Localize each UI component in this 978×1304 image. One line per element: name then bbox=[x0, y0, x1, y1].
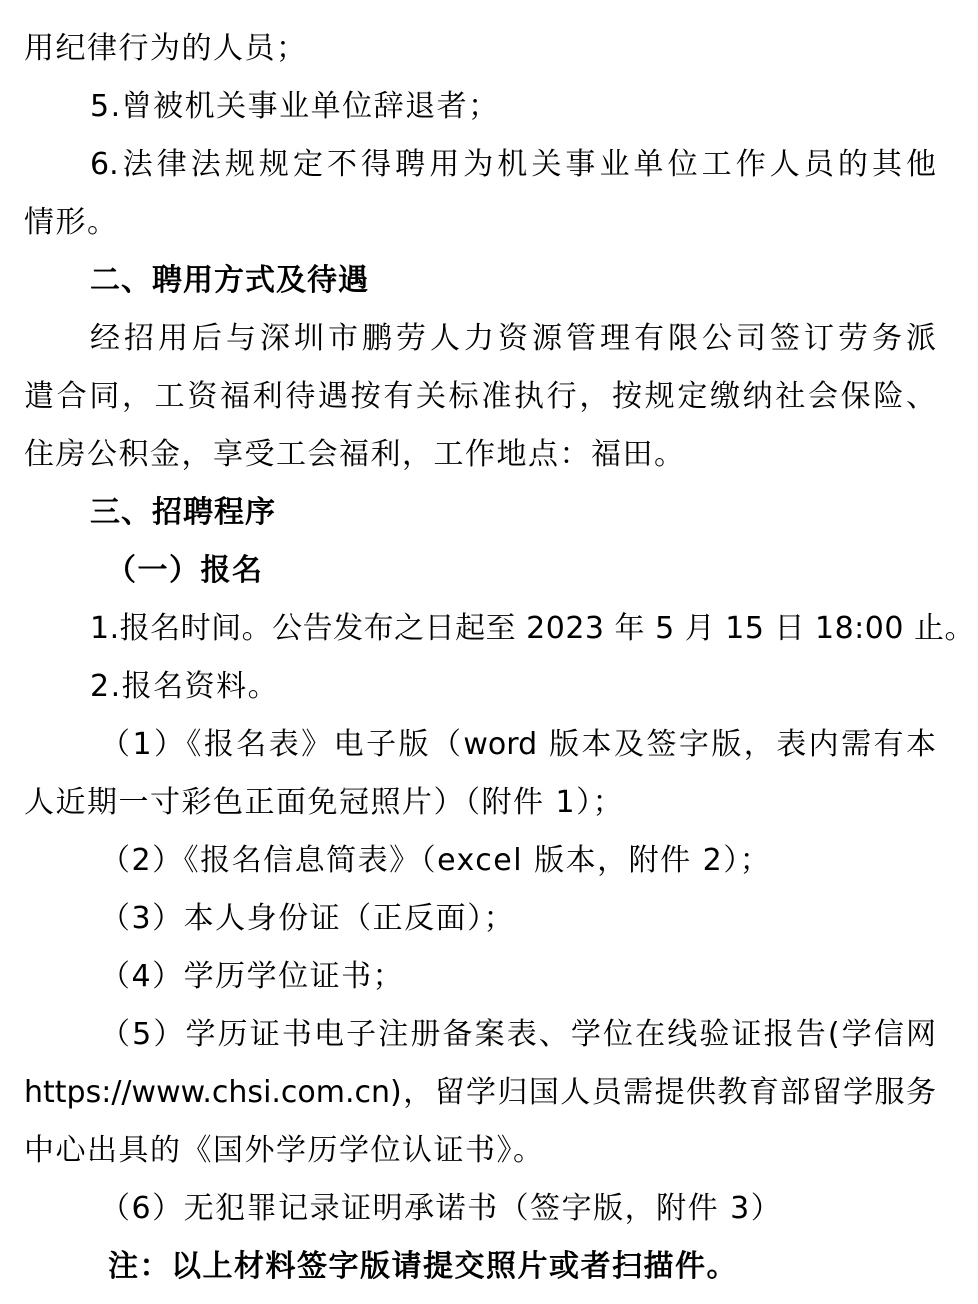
document-page bbox=[24, 20, 975, 1296]
subsection-heading: （一）报名 bbox=[106, 553, 264, 588]
paragraph-line: 住房公积金，享受工会福利，工作地点：福田。 bbox=[24, 437, 686, 472]
paragraph-line: 人近期一寸彩色正面免冠照片）（附件 1）； bbox=[24, 785, 625, 820]
material-item-5: （5）学历证书电子注册备案表、学位在线验证报告(学信网 bbox=[100, 1017, 936, 1052]
paragraph-line: https://www.chsi.com.cn)，留学归国人员需提供教育部留学服务 bbox=[24, 1075, 936, 1110]
material-item-6: （6）无犯罪记录证明承诺书（签字版，附件 3） bbox=[100, 1191, 783, 1226]
material-item-3: （3）本人身份证（正反面）； bbox=[100, 901, 516, 936]
paragraph-line: 遣合同，工资福利待遇按有关标准执行，按规定缴纳社会保险、 bbox=[24, 379, 936, 414]
list-item-6: 6.法律法规规定不得聘用为机关事业单位工作人员的其他 bbox=[90, 147, 936, 182]
paragraph-line: 中心出具的《国外学历学位认证书》。 bbox=[24, 1133, 545, 1168]
paragraph-line: 经招用后与深圳市鹏劳人力资源管理有限公司签订劳务派 bbox=[90, 321, 936, 356]
list-item-registration-materials: 2.报名资料。 bbox=[90, 669, 280, 704]
section-heading-2: 二、聘用方式及待遇 bbox=[90, 263, 369, 298]
note-line: 注：以上材料签字版请提交照片或者扫描件。 bbox=[108, 1249, 738, 1284]
material-item-1: （1）《报名表》电子版（word 版本及签字版，表内需有本 bbox=[100, 727, 936, 762]
section-heading-3: 三、招聘程序 bbox=[90, 495, 276, 530]
paragraph-line: 情形。 bbox=[24, 205, 119, 240]
material-item-4: （4）学历学位证书； bbox=[100, 959, 405, 994]
material-item-2: （2）《报名信息简表》（excel 版本，附件 2）； bbox=[100, 843, 772, 878]
list-item-registration-time: 1.报名时间。公告发布之日起至 2023 年 5 月 15 日 18:00 止。 bbox=[90, 611, 975, 646]
paragraph-line: 用纪律行为的人员； bbox=[24, 31, 308, 66]
list-item-5: 5.曾被机关事业单位辞退者； bbox=[90, 89, 500, 124]
